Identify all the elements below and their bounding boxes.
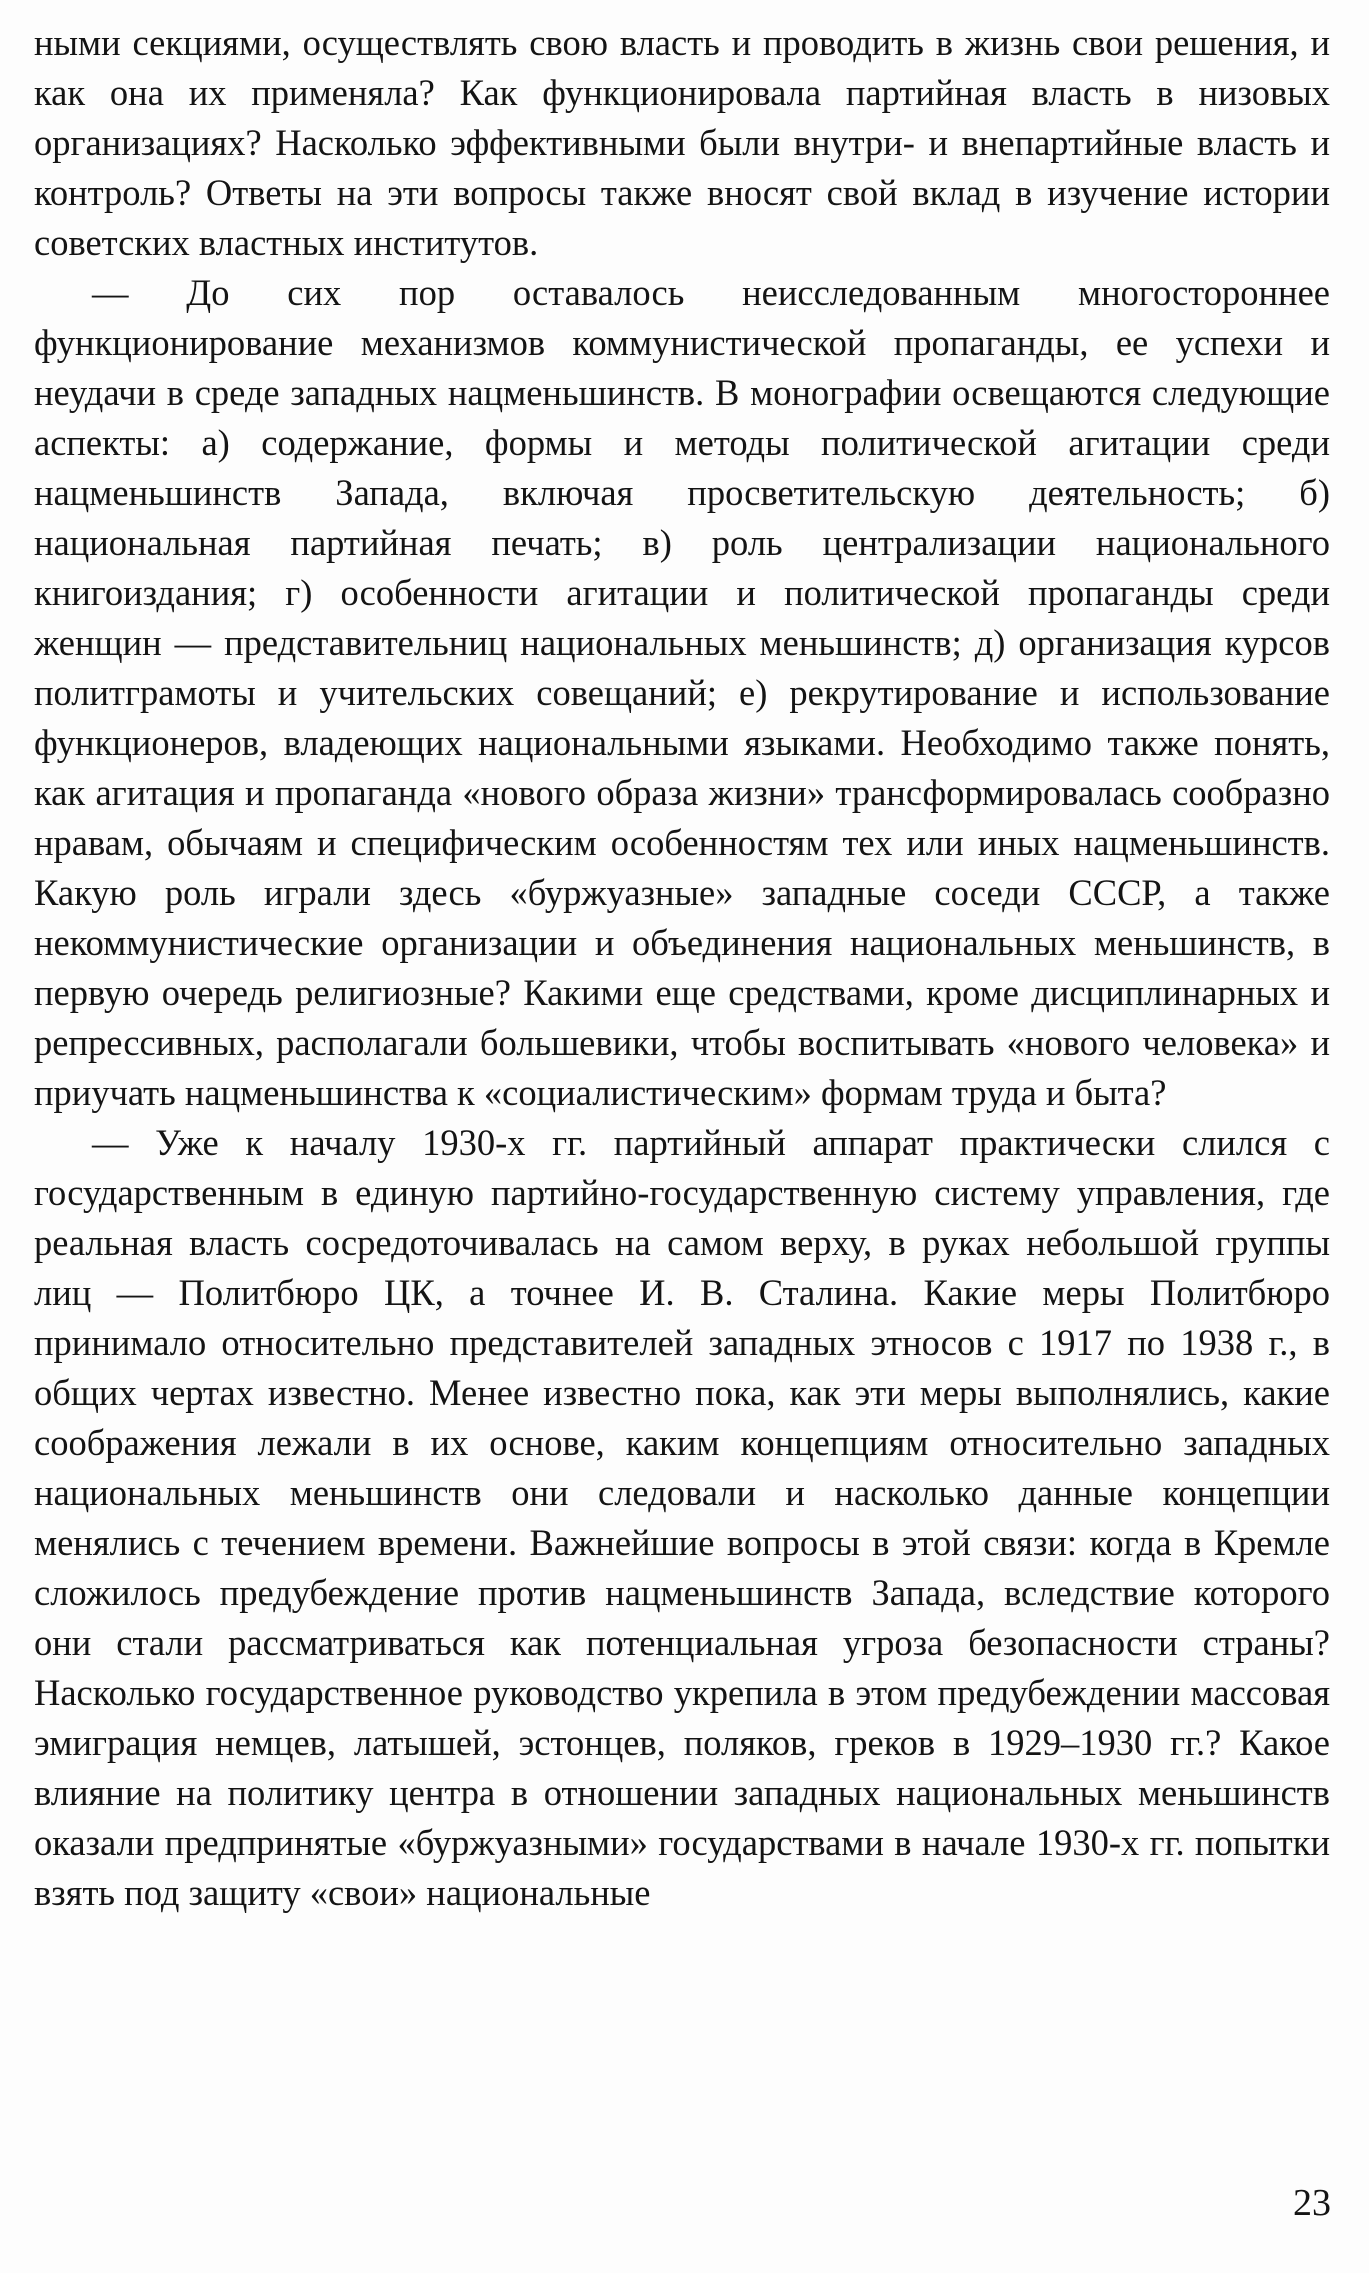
body-text bbox=[34, 18, 1330, 1918]
paragraph-propaganda: — До сих пор оставалось неисследованным многостороннее функционирование механизмов коммунистической пропаганды, ее успехи и неудачи в среде западных нацменьшинств. В монографии освещаются следующие аспекты: а) содержание, формы и методы политической агитации среди нацменьшинств Запада, включая просветительскую деятельность; б) национальная партийная печать; в) роль централизации национального книгоиздания; г) особенности агитации и политической пропаганды среди женщин — представительниц национальных меньшинств; д) организация курсов политграмоты и учительских совещаний; е) рекрутирование и использование функционеров, владеющих национальными языками. Необходимо также понять, как агитация и пропаганда «нового образа жизни» трансформировалась сообразно нравам, обычаям и специфическим особенностям тех или иных нацменьшинств. Какую роль играли здесь «буржуазные» западные соседи СССР, а также некоммунистические организации и объединения национальных меньшинств, в первую очередь религиозные? Какими еще средствами, кроме дисциплинарных и репрессивных, располагали большевики, чтобы воспитывать «нового человека» и приучать нацменьшинства к «социалистическим» формам труда и быта? bbox=[34, 272, 1330, 1113]
page-number: 23 bbox=[1293, 2182, 1331, 2224]
paragraph-continuation: ными секциями, осуществлять свою власть и проводить в жизнь свои решения, и как она их применяла? Как функционировала партийная власть в низовых организациях? Насколько эффективными были внутри- и внепартийные власть и контроль? Ответы на эти вопросы также вносят свой вклад в изучение истории советских властных институтов. bbox=[34, 22, 1330, 263]
paragraph-politburo: — Уже к началу 1930-х гг. партийный аппарат практически слился с государственным в единую партийно-государственную систему управления, где реальная власть сосредоточивалась на самом верху, в руках небольшой группы лиц — Политбюро ЦК, а точнее И. В. Сталина. Какие меры Политбюро принимало относительно представителей западных этносов с 1917 по 1938 г., в общих чертах известно. Менее известно пока, как эти меры выполнялись, какие соображения лежали в их основе, каким концепциям относительно западных национальных меньшинств они следовали и насколько данные концепции менялись с течением времени. Важнейшие вопросы в этой связи: когда в Кремле сложилось предубеждение против нацменьшинств Запада, вследствие которого они стали рассматриваться как потенциальная угроза безопасности страны? Насколько государственное руководство укрепила в этом предубеждении массовая эмиграция немцев, латышей, эстонцев, поляков, греков в 1929–1930 гг.? Какое влияние на политику центра в отношении западных национальных меньшинств оказали предпринятые «буржуазными» государствами в начале 1930-х гг. попытки взять под защиту «свои» национальные bbox=[34, 1122, 1330, 1913]
